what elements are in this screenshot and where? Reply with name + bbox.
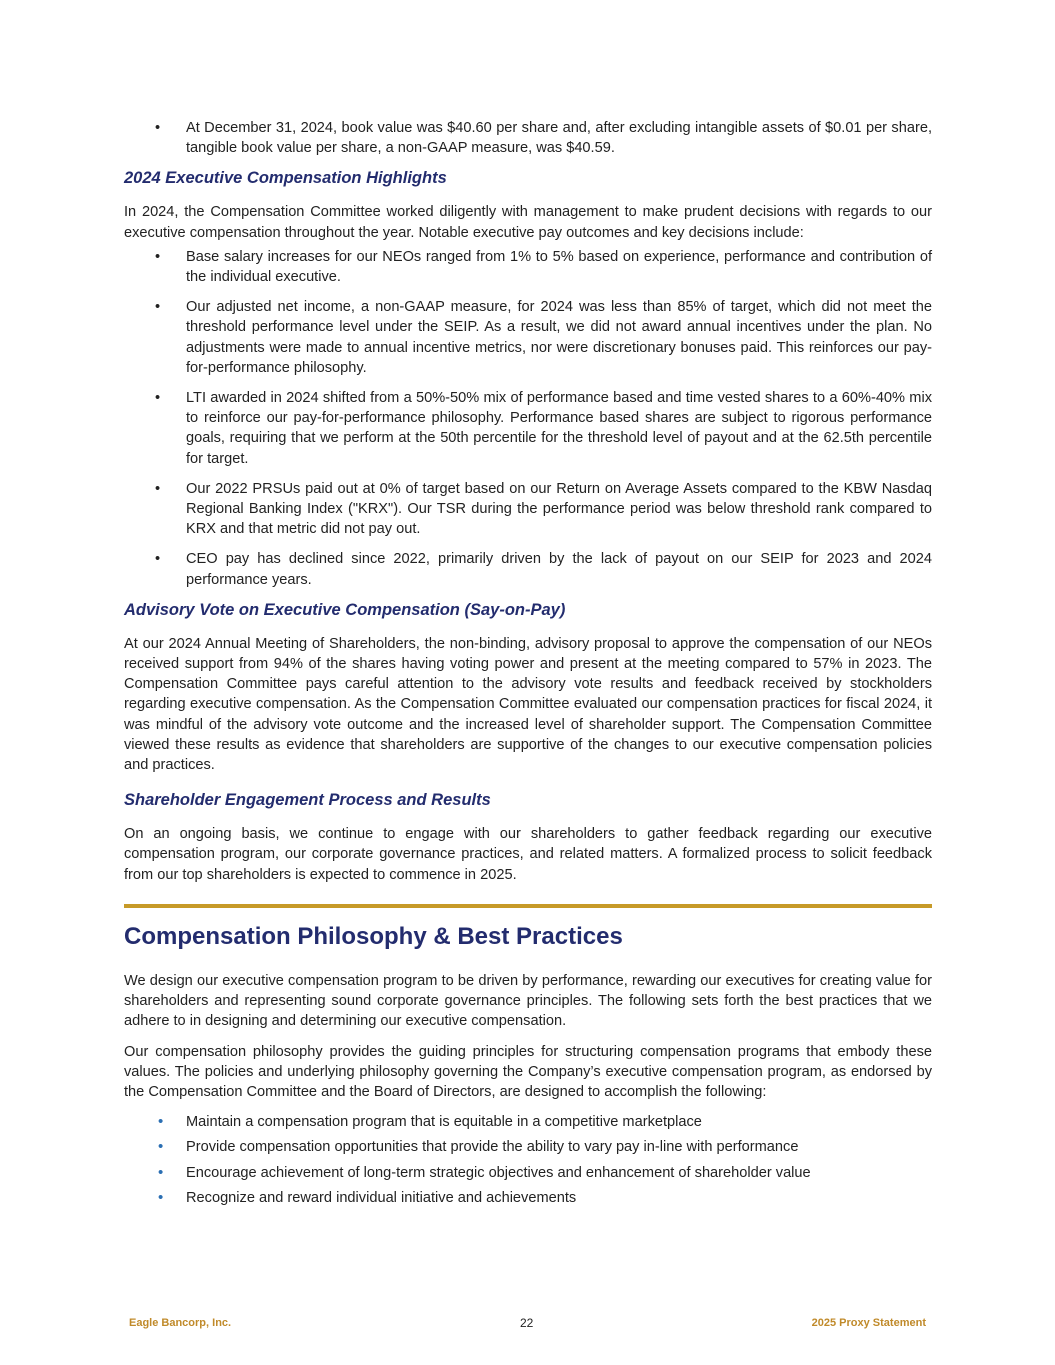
bullet-icon: •	[155, 299, 161, 316]
bullet-icon: •	[158, 1138, 164, 1156]
bullet-icon: •	[158, 1188, 164, 1206]
bullet-icon: •	[155, 480, 161, 497]
list-item	[124, 247, 932, 287]
philosophy-bullet-text: Provide compensation opportunities that provide the ability to vary pay in-line with performance	[186, 1139, 799, 1156]
say-on-pay-heading: Advisory Vote on Executive Compensation (Say-on-Pay)	[124, 600, 566, 619]
list-item	[124, 297, 932, 378]
philosophy-bullet-text: Recognize and reward individual initiative and achievements	[186, 1189, 577, 1206]
bullet-icon: •	[158, 1163, 164, 1181]
highlights-intro: In 2024, the Compensation Committee worked diligently with management to make prudent decisions with regards to our executive compensation throughout the year. Notable executive pay outcomes and key decisions include:	[124, 204, 932, 241]
engagement-body: On an ongoing basis, we continue to engage with our shareholders to gather feedback regarding our executive compensation program, our corporate governance practices, and related matters. A formalized process to solicit feedback from our top shareholders is expected to commence in 2025.	[124, 826, 932, 883]
engagement-heading: Shareholder Engagement Process and Results	[124, 791, 491, 810]
bullet-icon: •	[155, 120, 161, 136]
bullet-icon: •	[155, 551, 161, 568]
footer-document-title: 2025 Proxy Statement	[811, 1317, 926, 1329]
highlight-bullet-text: Base salary increases for our NEOs ranged from 1% to 5% based on experience, performance and contribution of the individual executive.	[186, 248, 932, 286]
bullet-icon: •	[155, 248, 161, 265]
page-content	[124, 118, 932, 1208]
bullet-icon: •	[155, 390, 161, 407]
list-item	[124, 1188, 932, 1208]
list-item	[124, 549, 932, 589]
philosophy-heading: Compensation Philosophy & Best Practices	[124, 922, 623, 950]
footer-page-number: 22	[520, 1316, 534, 1330]
list-item	[124, 118, 932, 158]
highlight-bullet-text: Our adjusted net income, a non-GAAP measure, for 2024 was less than 85% of target, which did not meet the threshold performance level under the SEIP. As a result, we did not award annual incentives under the plan. No adjustments were made to annual incentive metrics, nor were discretionary bonuses paid. This reinforces our pay-for-performance philosophy.	[186, 299, 932, 376]
highlight-bullet-text: LTI awarded in 2024 shifted from a 50%-50% mix of performance based and time vested shares to a 60%-40% mix to reinforce our pay-for-performance philosophy. Performance based shares are subject to rigorous performance goals, requiring that we perform at the 50th percentile for the threshold level of payout and at the 62.5th percentile for target.	[186, 390, 932, 467]
list-item	[124, 1163, 932, 1183]
bullet-icon: •	[158, 1113, 164, 1131]
highlight-bullet-text: CEO pay has declined since 2022, primarily driven by the lack of payout on our SEIP for 2023 and 2024 performance years.	[186, 551, 932, 588]
list-item	[124, 1112, 932, 1132]
highlight-bullet-text: Our 2022 PRSUs paid out at 0% of target based on our Return on Average Assets compared to the KBW Nasdaq Regional Banking Index ("KRX"). Our TSR during the performance period was below threshold rank compared to KRX and that metric did not pay out.	[186, 480, 932, 538]
list-item	[124, 1137, 932, 1157]
footer-company: Eagle Bancorp, Inc.	[129, 1317, 232, 1329]
intro-bullet-text: At December 31, 2024, book value was $40.60 per share and, after excluding intangible assets of $0.01 per share, tangible book value per share, a non-GAAP measure, was $40.59.	[186, 120, 932, 157]
section-divider	[124, 904, 932, 908]
philosophy-bullet-text: Encourage achievement of long-term strategic objectives and enhancement of shareholder value	[186, 1164, 811, 1181]
say-on-pay-body: At our 2024 Annual Meeting of Shareholders, the non-binding, advisory proposal to approve the compensation of our NEOs received support from 94% of the shares having voting power and present at the meeting compared to 57% in 2023. The Compensation Committee pays careful attention to the advisory vote results and feedback received by stockholders regarding executive compensation. As the Compensation Committee evaluated our compensation practices for fiscal 2024, it was mindful of the advisory vote outcome and the increased level of shareholder support. The Compensation Committee viewed these results as evidence that shareholders are supportive of the changes to our executive compensation policies and practices.	[124, 635, 932, 774]
philosophy-bullet-text: Maintain a compensation program that is equitable in a competitive marketplace	[186, 1114, 702, 1131]
list-item	[124, 388, 932, 469]
highlights-heading: 2024 Executive Compensation Highlights	[124, 169, 447, 188]
philosophy-paragraph-1: We design our executive compensation program to be driven by performance, rewarding our executives for creating value for shareholders and representing sound corporate governance principles. The following sets forth the best practices that we adhere to in designing and determining our executive compensation.	[124, 972, 932, 1030]
philosophy-paragraph-2: Our compensation philosophy provides the guiding principles for structuring compensation programs that embody these values. The policies and underlying philosophy governing the Company’s executive compensation program, as endorsed by the Compensation Committee and the Board of Directors, are designed to accomplish the following:	[124, 1043, 932, 1100]
list-item	[124, 479, 932, 540]
